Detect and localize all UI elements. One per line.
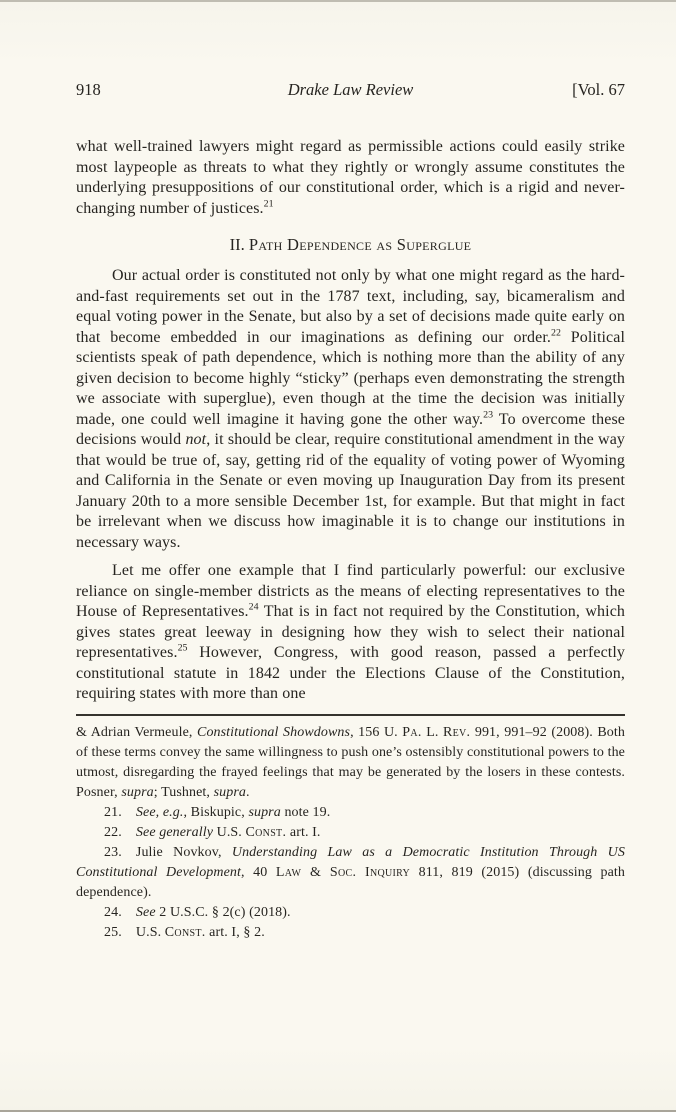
body-paragraph: Our actual order is constituted not only by what one might regard as the hard-and-fast requirements set out in the 1787 text, including, say, bicameralism and equal voting power in the Senate, but also by a set of decisions made quite early on that become embedded in our imaginations as defining our order.$^{22}$ Political scientists speak of path dependence, which is nothing more than the ability of any given decision to become highly “sticky” (perhaps even demonstrating the strength we associate with superglue), even though at the time the decision was initially made, one could well imagine it having gone the other way.$^{23}$ To overcome these decisions would not, it should be clear, require constitutional amendment in the way that would be true of, say, getting rid of the equality of voting power of Wyoming and California in the Senate or even moving up Inauguration Day from its present January 20th to a more sensible December 1st, for example. But that might in fact be irrelevant when we discuss how imaginable it is to change our institutions in necessary ways. <box>76 267 626 551</box>
body-paragraph-continuation: what well-trained lawyers might regard as permissible actions could easily strike most laypeople as threats to what they rightly or wrongly assume constitutes the underlying presuppositions of our constitutional order, which is a rigid and never-changing number of justices.$^{21}$ <box>76 138 625 217</box>
body-paragraph: Let me offer one example that I find particularly powerful: our exclusive reliance on single-member districts as the means of electing representatives to the House of Representatives.$^{24}$ That is in fact not required by the Constitution, which gives states great leeway in designing how they wish to select their national representatives.$^{25}$ However, Congress, with good reason, passed a perfectly constitutional statute in 1842 under the Elections Clause of the Constitution, requiring states with more than one <box>76 562 626 702</box>
footnote-22: 22. See generally U.S. Const. art. I. <box>104 824 321 840</box>
volume-label: [Vol. 67 <box>572 80 625 99</box>
footnote-25: 25. U.S. Const. art. I, § 2. <box>104 924 265 940</box>
footnotes-section <box>76 714 625 943</box>
footnote-continuation: & Adrian Vermeule, Constitutional Showdowns, 156 U. Pa. L. Rev. 991, 991–92 (2008). Both of these terms convey the same willingness to push one’s ostensibly constitutional powers to the utmost, disregarding the frayed feelings that may be generated by the losers in these contests. Posner, supra; Tushnet, supra. <box>76 724 626 800</box>
page-number: 918 <box>76 80 101 99</box>
section-heading: II. Path Dependence as Superglue <box>229 235 472 254</box>
footnote-23: 23. Julie Novkov, Understanding Law as a Democratic Institution Through US Constitutional Development, 40 Law & Soc. Inquiry 811, 819 (2015) (discussing path dependence). <box>76 844 625 900</box>
text-column <box>76 80 625 943</box>
footnote-21: 21. See, e.g., Biskupic, supra note 19. <box>104 804 331 820</box>
journal-title: Drake Law Review <box>287 80 414 99</box>
page-header <box>76 80 625 100</box>
footnote-separator <box>76 714 625 716</box>
scan-edge-top <box>0 0 676 2</box>
footnote-24: 24. See 2 U.S.C. § 2(c) (2018). <box>104 904 291 920</box>
